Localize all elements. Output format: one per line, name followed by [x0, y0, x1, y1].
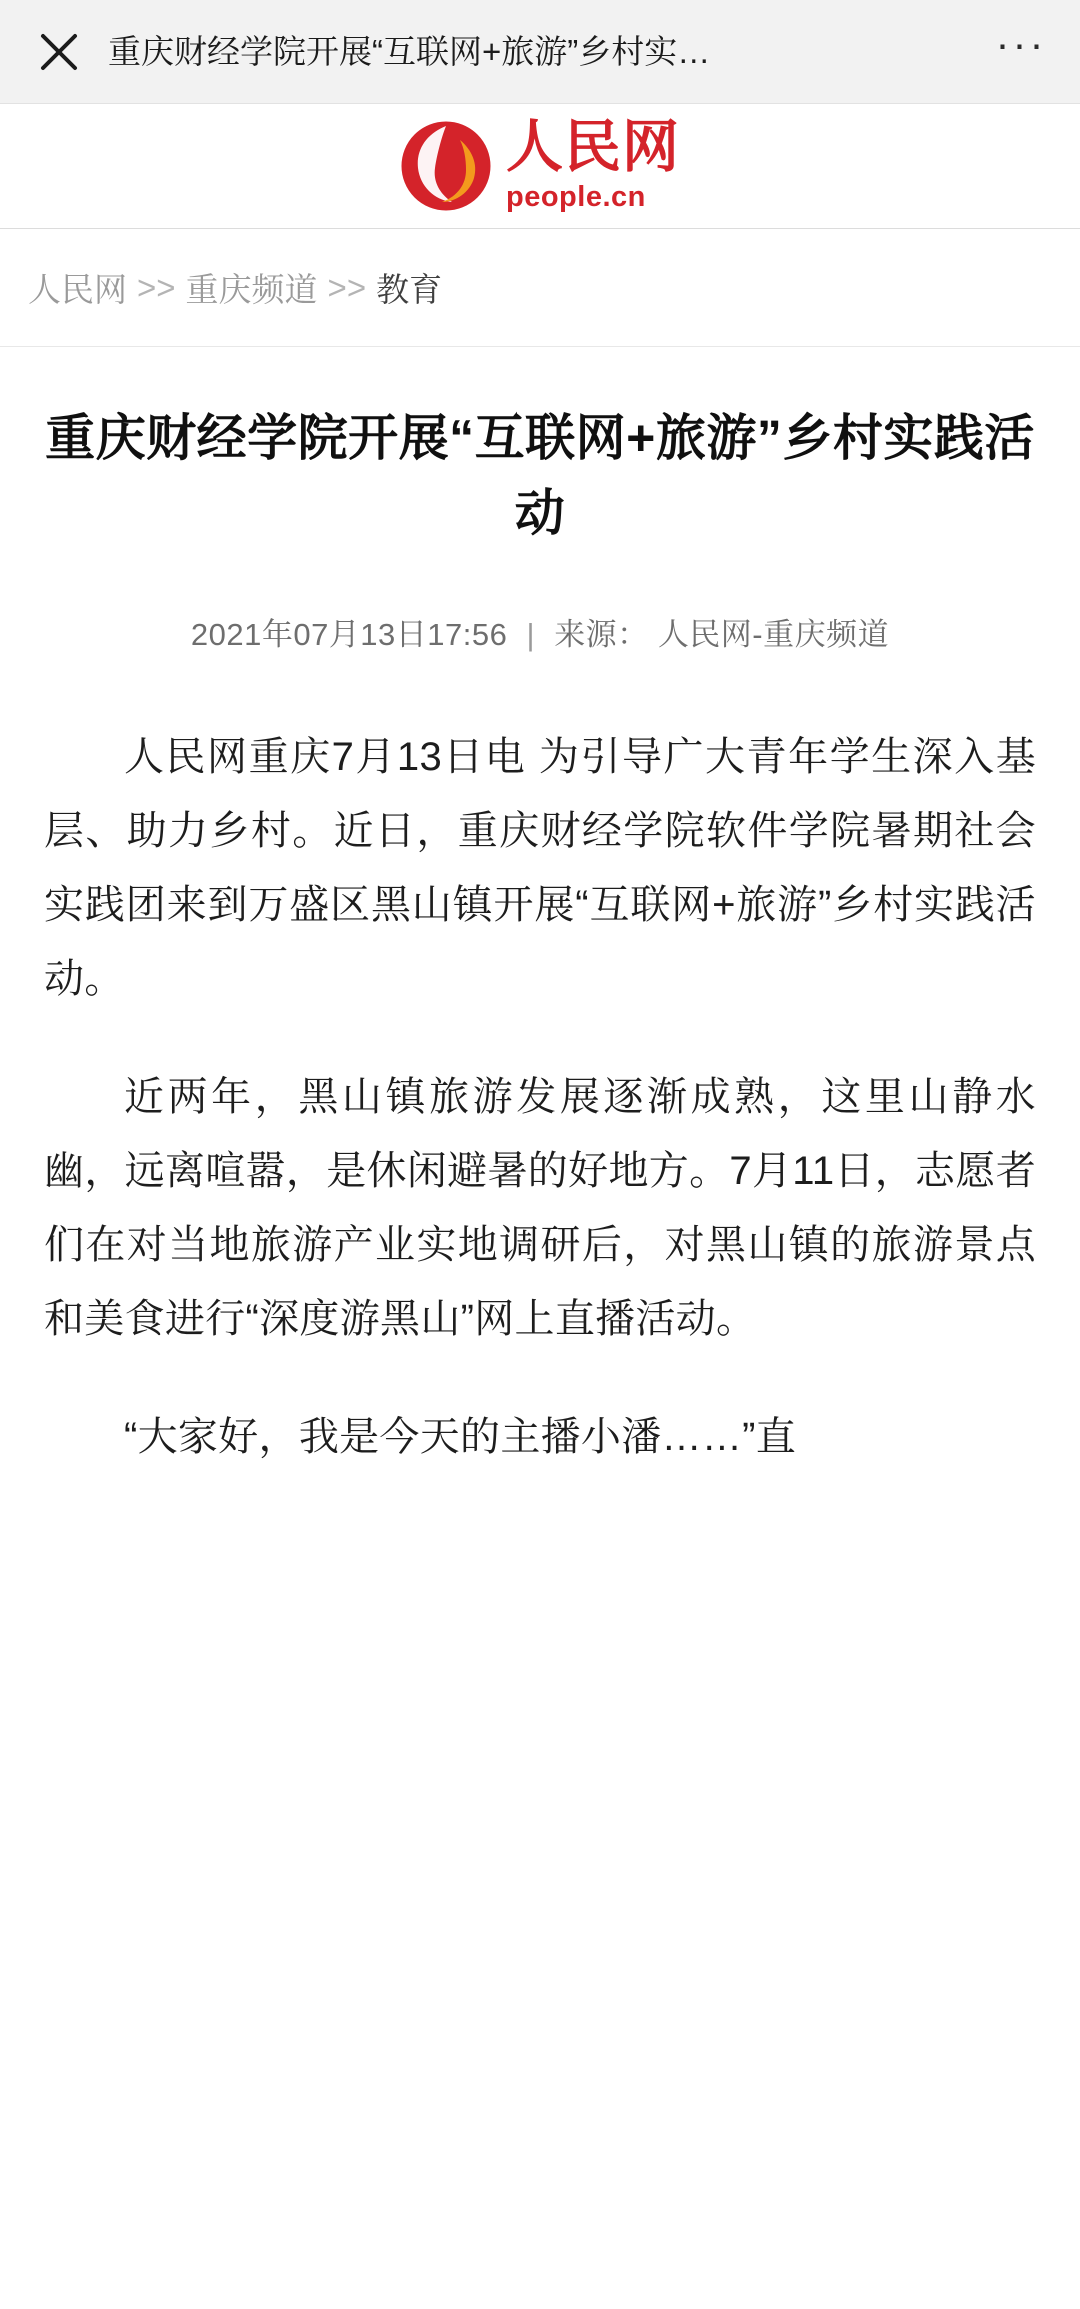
article-headline: 重庆财经学院开展“互联网+旅游”乡村实践活动	[45, 410, 1035, 541]
article-source-label: 来源：	[554, 617, 649, 652]
breadcrumb-item-2[interactable]: 教育	[376, 271, 443, 308]
page-title: 重庆财经学院开展“互联网+旅游”乡村实…	[108, 32, 711, 70]
browser-topbar	[0, 0, 1080, 104]
article-source: 人民网-重庆频道	[657, 617, 890, 652]
article-paragraph: “大家好，我是今天的主播小潘……”直	[124, 1415, 797, 1459]
site-logo-cn-text: 人民网	[506, 113, 680, 180]
breadcrumb-item-0[interactable]: 人民网	[28, 271, 127, 308]
article-meta	[44, 609, 1036, 654]
site-logo-band	[0, 104, 1080, 229]
breadcrumb-separator-0: >>	[137, 268, 176, 306]
site-logo[interactable]	[400, 113, 680, 214]
article-container	[0, 347, 1080, 1474]
close-button[interactable]	[28, 21, 90, 83]
more-options-button[interactable]	[990, 21, 1052, 83]
breadcrumb-separator-1: >>	[327, 268, 367, 306]
meta-separator: |	[526, 617, 536, 652]
site-logo-en-text: people.cn	[506, 181, 646, 214]
people-cn-logo-icon	[400, 120, 492, 212]
breadcrumb-item-1[interactable]: 重庆频道	[185, 271, 318, 308]
article-date: 2021年07月13日17:56	[190, 617, 508, 652]
article-paragraph: 人民网重庆7月13日电 为引导广大青年学生深入基层、助力乡村。近日，重庆财经学院软件学院暑期社会实践团来到万盛区黑山镇开展“互联网+旅游”乡村实践活动。	[44, 735, 1036, 1001]
close-icon	[36, 29, 82, 75]
breadcrumb	[0, 229, 1080, 347]
more-horizontal-icon: ···	[995, 19, 1047, 67]
article-body	[44, 720, 1036, 1474]
article-paragraph: 近两年，黑山镇旅游发展逐渐成熟，这里山静水幽，远离喧嚣，是休闲避暑的好地方。7月11日，志愿者们在对当地旅游产业实地调研后，对黑山镇的旅游景点和美食进行“深度游黑山”网上直播活动。	[44, 1075, 1036, 1341]
